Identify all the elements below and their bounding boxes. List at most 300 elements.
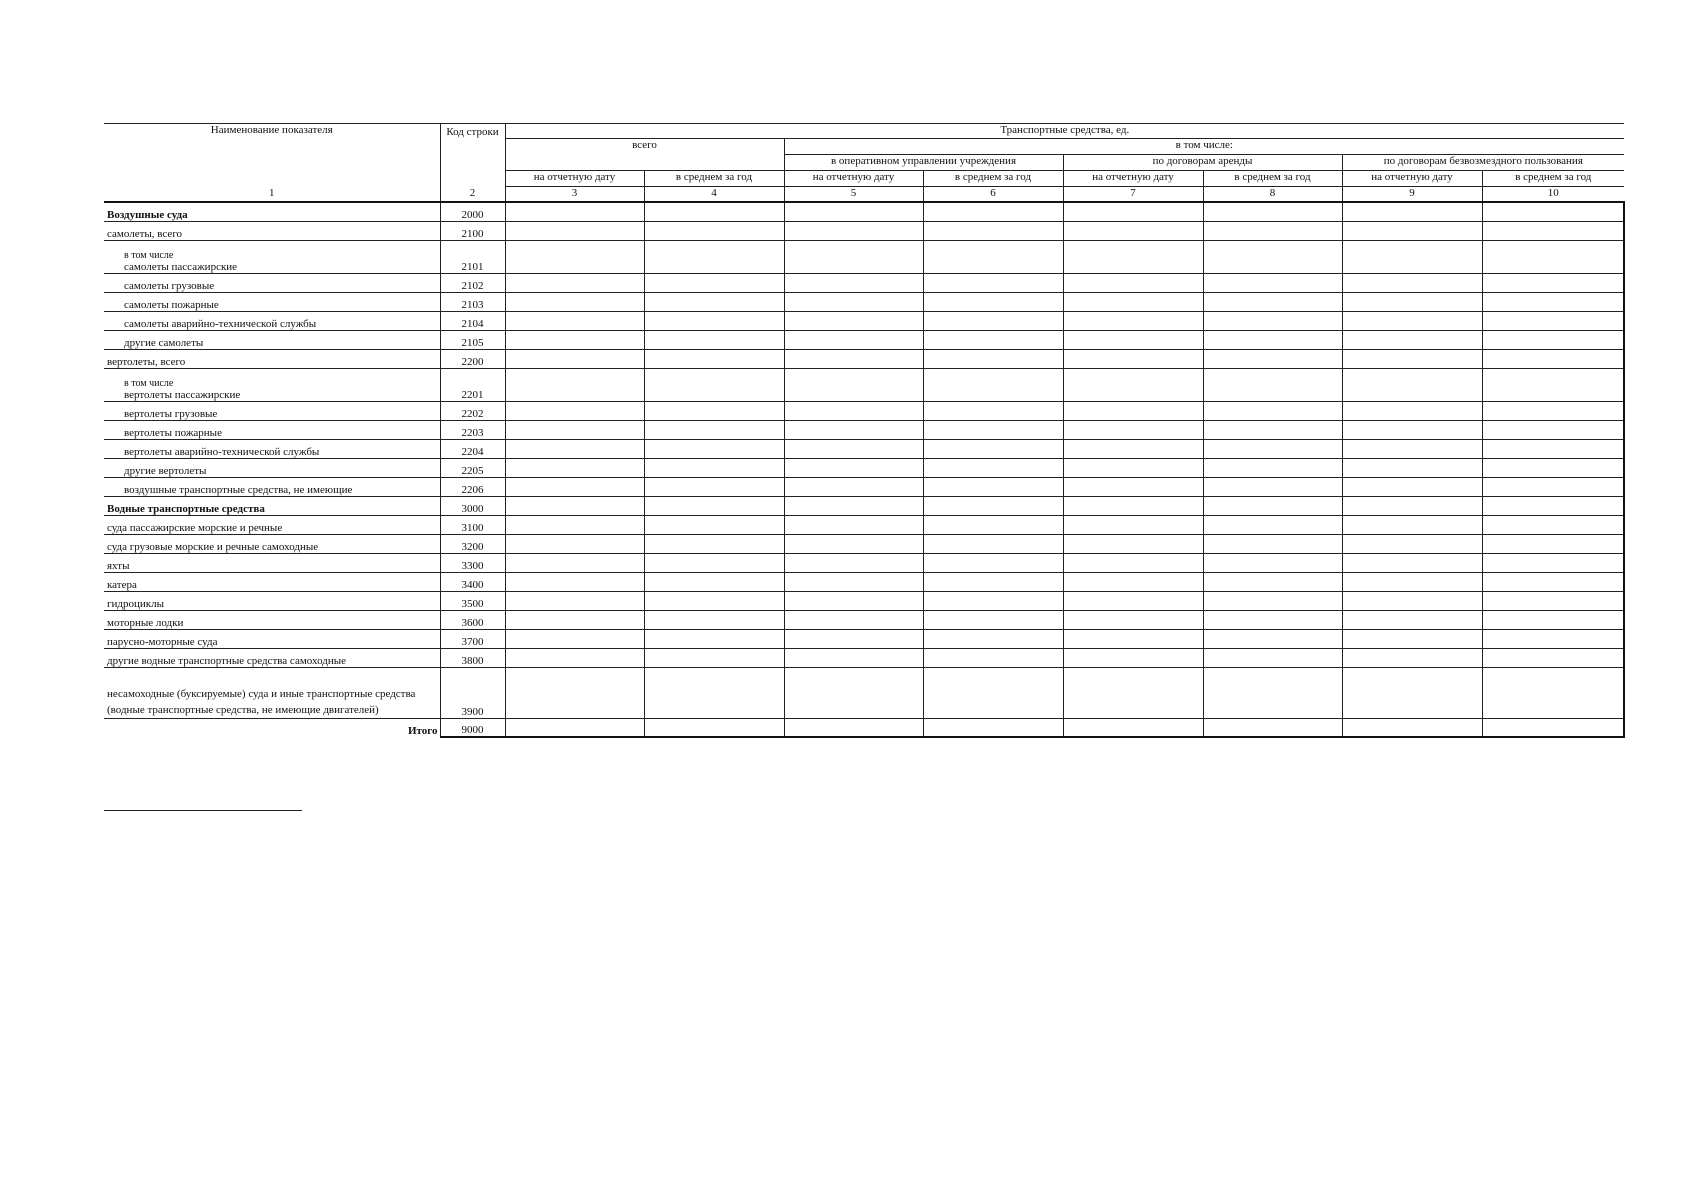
row-code: 2105 (440, 330, 505, 349)
value-cell[interactable] (923, 553, 1063, 572)
value-cell[interactable] (644, 330, 784, 349)
value-cell[interactable] (505, 330, 644, 349)
value-cell[interactable] (784, 439, 923, 458)
row-code: 2203 (440, 420, 505, 439)
name-column-header: Наименование показателя (104, 124, 440, 171)
value-cell[interactable] (923, 401, 1063, 420)
value-cell[interactable] (1203, 202, 1342, 221)
value-cell[interactable] (1482, 667, 1624, 718)
value-cell[interactable] (1203, 648, 1342, 667)
value-cell[interactable] (784, 202, 923, 221)
value-cell[interactable] (1063, 572, 1203, 591)
value-cell[interactable] (505, 221, 644, 240)
row-name (104, 572, 440, 591)
row-name-label: другие вертолеты (124, 464, 207, 477)
value-cell[interactable] (923, 515, 1063, 534)
row-code: 3900 (440, 667, 505, 718)
table-row (104, 349, 1624, 368)
value-cell[interactable] (1063, 439, 1203, 458)
sub-header-label: в среднем за год (1482, 171, 1624, 187)
value-cell[interactable] (1203, 311, 1342, 330)
row-name-label: вертолеты пассажирские (124, 388, 241, 401)
column-number: 5 (784, 187, 923, 203)
value-cell[interactable] (784, 534, 923, 553)
value-cell[interactable] (505, 368, 644, 401)
value-cell[interactable] (784, 401, 923, 420)
value-cell[interactable] (1342, 401, 1482, 420)
value-cell[interactable] (1482, 439, 1624, 458)
value-cell[interactable] (1063, 221, 1203, 240)
value-cell[interactable] (1203, 349, 1342, 368)
value-cell[interactable] (1063, 718, 1203, 737)
row-name (104, 292, 440, 311)
value-cell[interactable] (1063, 496, 1203, 515)
value-cell[interactable] (923, 330, 1063, 349)
value-cell[interactable] (1482, 553, 1624, 572)
value-cell[interactable] (505, 572, 644, 591)
value-cell[interactable] (644, 349, 784, 368)
row-name (104, 202, 440, 221)
value-cell[interactable] (644, 553, 784, 572)
column-number: 10 (1482, 187, 1624, 203)
value-cell[interactable] (644, 629, 784, 648)
column-number: 6 (923, 187, 1063, 203)
row-name (104, 458, 440, 477)
value-cell[interactable] (505, 667, 644, 718)
value-cell[interactable] (505, 591, 644, 610)
row-code: 2202 (440, 401, 505, 420)
table-row (104, 311, 1624, 330)
row-name (104, 718, 440, 737)
value-cell[interactable] (923, 667, 1063, 718)
value-cell[interactable] (1342, 477, 1482, 496)
sub-header-label: в среднем за год (923, 171, 1063, 187)
row-code: 2000 (440, 202, 505, 221)
value-cell[interactable] (1342, 667, 1482, 718)
value-cell[interactable] (1342, 221, 1482, 240)
value-cell[interactable] (1203, 591, 1342, 610)
row-name-label: вертолеты аварийно-технической службы (124, 445, 320, 458)
value-cell[interactable] (1203, 718, 1342, 737)
group-title: Транспортные средства, ед. (505, 124, 1624, 139)
column-number: 9 (1342, 187, 1482, 203)
value-cell[interactable] (1203, 330, 1342, 349)
row-name-label: парусно-моторные суда (107, 635, 218, 648)
value-cell[interactable] (505, 240, 644, 273)
value-cell[interactable] (1063, 610, 1203, 629)
row-code: 3300 (440, 553, 505, 572)
value-cell[interactable] (1342, 458, 1482, 477)
row-name-label: другие самолеты (124, 336, 204, 349)
value-cell[interactable] (505, 553, 644, 572)
group-operational-header: в оперативном управлении учреждения (784, 155, 1063, 171)
value-cell[interactable] (923, 458, 1063, 477)
value-cell[interactable] (1203, 515, 1342, 534)
row-name (104, 629, 440, 648)
value-cell[interactable] (1342, 572, 1482, 591)
value-cell[interactable] (1342, 311, 1482, 330)
value-cell[interactable] (1203, 629, 1342, 648)
table-row (104, 718, 1624, 737)
value-cell[interactable] (784, 591, 923, 610)
value-cell[interactable] (923, 240, 1063, 273)
row-name (104, 553, 440, 572)
sub-header-label: на отчетную дату (1063, 171, 1203, 187)
row-code: 3000 (440, 496, 505, 515)
column-number: 7 (1063, 187, 1203, 203)
value-cell[interactable] (644, 610, 784, 629)
footnote-separator (104, 810, 302, 811)
value-cell[interactable] (1063, 330, 1203, 349)
row-name-label: несамоходные (буксируемые) суда и иные транспортные средства (водные транспортные средства, не имеющие двигателей) (107, 687, 416, 716)
value-cell[interactable] (1482, 349, 1624, 368)
value-cell[interactable] (784, 240, 923, 273)
table-row (104, 273, 1624, 292)
value-cell[interactable] (505, 420, 644, 439)
value-cell[interactable] (923, 202, 1063, 221)
value-cell[interactable] (1342, 330, 1482, 349)
row-name-label: яхты (107, 559, 130, 572)
value-cell[interactable] (644, 420, 784, 439)
value-cell[interactable] (644, 572, 784, 591)
row-name-label: вертолеты, всего (107, 355, 186, 368)
value-cell[interactable] (1063, 667, 1203, 718)
value-cell[interactable] (1482, 292, 1624, 311)
value-cell[interactable] (1063, 477, 1203, 496)
value-cell[interactable] (1482, 610, 1624, 629)
row-name-label: самолеты, всего (107, 227, 183, 240)
table-row (104, 439, 1624, 458)
table-row (104, 629, 1624, 648)
value-cell[interactable] (1203, 420, 1342, 439)
transport-report-table (104, 123, 1625, 738)
value-cell[interactable] (923, 572, 1063, 591)
including-header: в том числе: (784, 139, 1624, 155)
value-cell[interactable] (1342, 349, 1482, 368)
row-name-label: вертолеты грузовые (124, 407, 218, 420)
value-cell[interactable] (644, 311, 784, 330)
value-cell[interactable] (1342, 273, 1482, 292)
value-cell[interactable] (1482, 273, 1624, 292)
row-name-label: Итого (407, 725, 438, 737)
value-cell[interactable] (784, 667, 923, 718)
value-cell[interactable] (923, 648, 1063, 667)
value-cell[interactable] (644, 477, 784, 496)
value-cell[interactable] (923, 221, 1063, 240)
value-cell[interactable] (505, 477, 644, 496)
value-cell[interactable] (1342, 629, 1482, 648)
value-cell[interactable] (784, 629, 923, 648)
value-cell[interactable] (923, 311, 1063, 330)
sub-header-label: на отчетную дату (1342, 171, 1482, 187)
value-cell[interactable] (644, 439, 784, 458)
row-name (104, 240, 440, 273)
value-cell[interactable] (505, 401, 644, 420)
value-cell[interactable] (923, 368, 1063, 401)
value-cell[interactable] (644, 718, 784, 737)
row-name-label: гидроциклы (107, 597, 164, 610)
value-cell[interactable] (1063, 515, 1203, 534)
value-cell[interactable] (1482, 718, 1624, 737)
table-row (104, 420, 1624, 439)
value-cell[interactable] (1482, 496, 1624, 515)
value-cell[interactable] (1063, 591, 1203, 610)
value-cell[interactable] (1342, 292, 1482, 311)
value-cell[interactable] (784, 477, 923, 496)
value-cell[interactable] (644, 515, 784, 534)
value-cell[interactable] (505, 718, 644, 737)
table-row (104, 221, 1624, 240)
value-cell[interactable] (505, 515, 644, 534)
table-row (104, 240, 1624, 273)
row-name-label: Воздушные суда (107, 208, 188, 221)
column-number: 8 (1203, 187, 1342, 203)
value-cell[interactable] (784, 496, 923, 515)
value-cell[interactable] (784, 420, 923, 439)
value-cell[interactable] (1482, 330, 1624, 349)
row-name (104, 648, 440, 667)
value-cell[interactable] (784, 553, 923, 572)
row-code: 2205 (440, 458, 505, 477)
value-cell[interactable] (644, 202, 784, 221)
value-cell[interactable] (1342, 420, 1482, 439)
value-cell[interactable] (1063, 311, 1203, 330)
value-cell[interactable] (644, 401, 784, 420)
value-cell[interactable] (1063, 292, 1203, 311)
value-cell[interactable] (505, 610, 644, 629)
value-cell[interactable] (923, 718, 1063, 737)
value-cell[interactable] (1342, 610, 1482, 629)
row-name-label: самолеты грузовые (124, 279, 215, 292)
value-cell[interactable] (1342, 439, 1482, 458)
value-cell[interactable] (505, 534, 644, 553)
row-name (104, 496, 440, 515)
value-cell[interactable] (1063, 420, 1203, 439)
column-number: 1 (104, 187, 440, 203)
value-cell[interactable] (505, 648, 644, 667)
value-cell[interactable] (1203, 477, 1342, 496)
sub-header-label: в среднем за год (644, 171, 784, 187)
row-code: 2104 (440, 311, 505, 330)
row-name (104, 534, 440, 553)
value-cell[interactable] (1203, 401, 1342, 420)
value-cell[interactable] (505, 292, 644, 311)
value-cell[interactable] (644, 648, 784, 667)
value-cell[interactable] (1203, 368, 1342, 401)
value-cell[interactable] (923, 292, 1063, 311)
row-code: 3700 (440, 629, 505, 648)
value-cell[interactable] (784, 572, 923, 591)
value-cell[interactable] (505, 349, 644, 368)
value-cell[interactable] (784, 311, 923, 330)
value-cell[interactable] (784, 648, 923, 667)
row-name-prefix: в том числе (124, 249, 174, 261)
value-cell[interactable] (1063, 368, 1203, 401)
row-code: 2103 (440, 292, 505, 311)
value-cell[interactable] (1063, 202, 1203, 221)
value-cell[interactable] (1203, 553, 1342, 572)
value-cell[interactable] (1203, 273, 1342, 292)
value-cell[interactable] (1342, 515, 1482, 534)
table-row (104, 330, 1624, 349)
value-cell[interactable] (644, 240, 784, 273)
value-cell[interactable] (1342, 496, 1482, 515)
row-name (104, 420, 440, 439)
value-cell[interactable] (1342, 718, 1482, 737)
value-cell[interactable] (644, 667, 784, 718)
value-cell[interactable] (1203, 221, 1342, 240)
value-cell[interactable] (644, 496, 784, 515)
value-cell[interactable] (923, 477, 1063, 496)
value-cell[interactable] (923, 610, 1063, 629)
value-cell[interactable] (1063, 648, 1203, 667)
value-cell[interactable] (1482, 629, 1624, 648)
value-cell[interactable] (784, 718, 923, 737)
row-name-label: самолеты аварийно-технической службы (124, 317, 317, 330)
value-cell[interactable] (1482, 515, 1624, 534)
sub-header-label: на отчетную дату (505, 171, 644, 187)
value-cell[interactable] (784, 349, 923, 368)
value-cell[interactable] (784, 273, 923, 292)
sub-header-label: в среднем за год (1203, 171, 1342, 187)
value-cell[interactable] (644, 591, 784, 610)
value-cell[interactable] (1203, 610, 1342, 629)
value-cell[interactable] (1063, 349, 1203, 368)
value-cell[interactable] (1203, 458, 1342, 477)
value-cell[interactable] (784, 221, 923, 240)
value-cell[interactable] (1482, 368, 1624, 401)
row-name-label: другие водные транспортные средства самоходные (107, 654, 347, 667)
value-cell[interactable] (1482, 648, 1624, 667)
value-cell[interactable] (1342, 368, 1482, 401)
value-cell[interactable] (1482, 240, 1624, 273)
value-cell[interactable] (923, 349, 1063, 368)
table-row (104, 292, 1624, 311)
value-cell[interactable] (505, 273, 644, 292)
value-cell[interactable] (784, 292, 923, 311)
value-cell[interactable] (1482, 477, 1624, 496)
value-cell[interactable] (505, 458, 644, 477)
value-cell[interactable] (1063, 240, 1203, 273)
value-cell[interactable] (1482, 591, 1624, 610)
column-number: 3 (505, 187, 644, 203)
table-row (104, 202, 1624, 221)
value-cell[interactable] (923, 439, 1063, 458)
row-code: 3200 (440, 534, 505, 553)
value-cell[interactable] (1063, 273, 1203, 292)
value-cell[interactable] (923, 591, 1063, 610)
value-cell[interactable] (644, 273, 784, 292)
value-cell[interactable] (1203, 439, 1342, 458)
value-cell[interactable] (923, 629, 1063, 648)
table-row (104, 648, 1624, 667)
value-cell[interactable] (1342, 648, 1482, 667)
total-group-header: всего (505, 139, 784, 171)
value-cell[interactable] (505, 496, 644, 515)
value-cell[interactable] (1342, 591, 1482, 610)
value-cell[interactable] (505, 439, 644, 458)
value-cell[interactable] (1482, 420, 1624, 439)
value-cell[interactable] (784, 368, 923, 401)
row-name-label: суда пассажирские морские и речные (107, 521, 283, 534)
value-cell[interactable] (644, 221, 784, 240)
group-free-use-header: по договорам безвозмездного пользования (1342, 155, 1624, 171)
row-name (104, 439, 440, 458)
row-name (104, 349, 440, 368)
value-cell[interactable] (1203, 534, 1342, 553)
table-row (104, 515, 1624, 534)
value-cell[interactable] (923, 273, 1063, 292)
row-name-label: суда грузовые морские и речные самоходные (107, 540, 319, 553)
value-cell[interactable] (923, 496, 1063, 515)
value-cell[interactable] (1203, 292, 1342, 311)
table-row (104, 477, 1624, 496)
row-name-prefix: в том числе (124, 377, 174, 389)
value-cell[interactable] (1342, 534, 1482, 553)
value-cell[interactable] (644, 458, 784, 477)
value-cell[interactable] (1063, 458, 1203, 477)
value-cell[interactable] (784, 458, 923, 477)
value-cell[interactable] (923, 420, 1063, 439)
value-cell[interactable] (784, 515, 923, 534)
row-name-label: моторные лодки (107, 616, 184, 629)
group-lease-header: по договорам аренды (1063, 155, 1342, 171)
value-cell[interactable] (1203, 496, 1342, 515)
value-cell[interactable] (784, 330, 923, 349)
value-cell[interactable] (1203, 667, 1342, 718)
value-cell[interactable] (784, 610, 923, 629)
value-cell[interactable] (505, 202, 644, 221)
row-name-label: самолеты пожарные (124, 298, 219, 311)
value-cell[interactable] (1482, 311, 1624, 330)
value-cell[interactable] (1342, 240, 1482, 273)
value-cell[interactable] (1203, 572, 1342, 591)
row-code: 2100 (440, 221, 505, 240)
value-cell[interactable] (644, 368, 784, 401)
value-cell[interactable] (1342, 202, 1482, 221)
row-code: 9000 (440, 718, 505, 737)
value-cell[interactable] (1063, 534, 1203, 553)
row-name-label: воздушные транспортные средства, не имеющие (124, 483, 353, 496)
value-cell[interactable] (1482, 572, 1624, 591)
table-row (104, 401, 1624, 420)
row-name (104, 477, 440, 496)
value-cell[interactable] (1482, 221, 1624, 240)
value-cell[interactable] (1063, 401, 1203, 420)
value-cell[interactable] (505, 311, 644, 330)
value-cell[interactable] (1482, 401, 1624, 420)
value-cell[interactable] (1482, 202, 1624, 221)
value-cell[interactable] (1342, 553, 1482, 572)
value-cell[interactable] (1063, 553, 1203, 572)
value-cell[interactable] (1482, 534, 1624, 553)
row-code: 2206 (440, 477, 505, 496)
value-cell[interactable] (505, 629, 644, 648)
value-cell[interactable] (644, 292, 784, 311)
value-cell[interactable] (644, 534, 784, 553)
table-row (104, 496, 1624, 515)
value-cell[interactable] (923, 534, 1063, 553)
table-body (104, 202, 1624, 737)
row-code: 3500 (440, 591, 505, 610)
row-name (104, 330, 440, 349)
value-cell[interactable] (1203, 240, 1342, 273)
row-code: 3400 (440, 572, 505, 591)
value-cell[interactable] (1063, 629, 1203, 648)
table-header (104, 124, 1624, 203)
row-code: 3100 (440, 515, 505, 534)
value-cell[interactable] (1482, 458, 1624, 477)
